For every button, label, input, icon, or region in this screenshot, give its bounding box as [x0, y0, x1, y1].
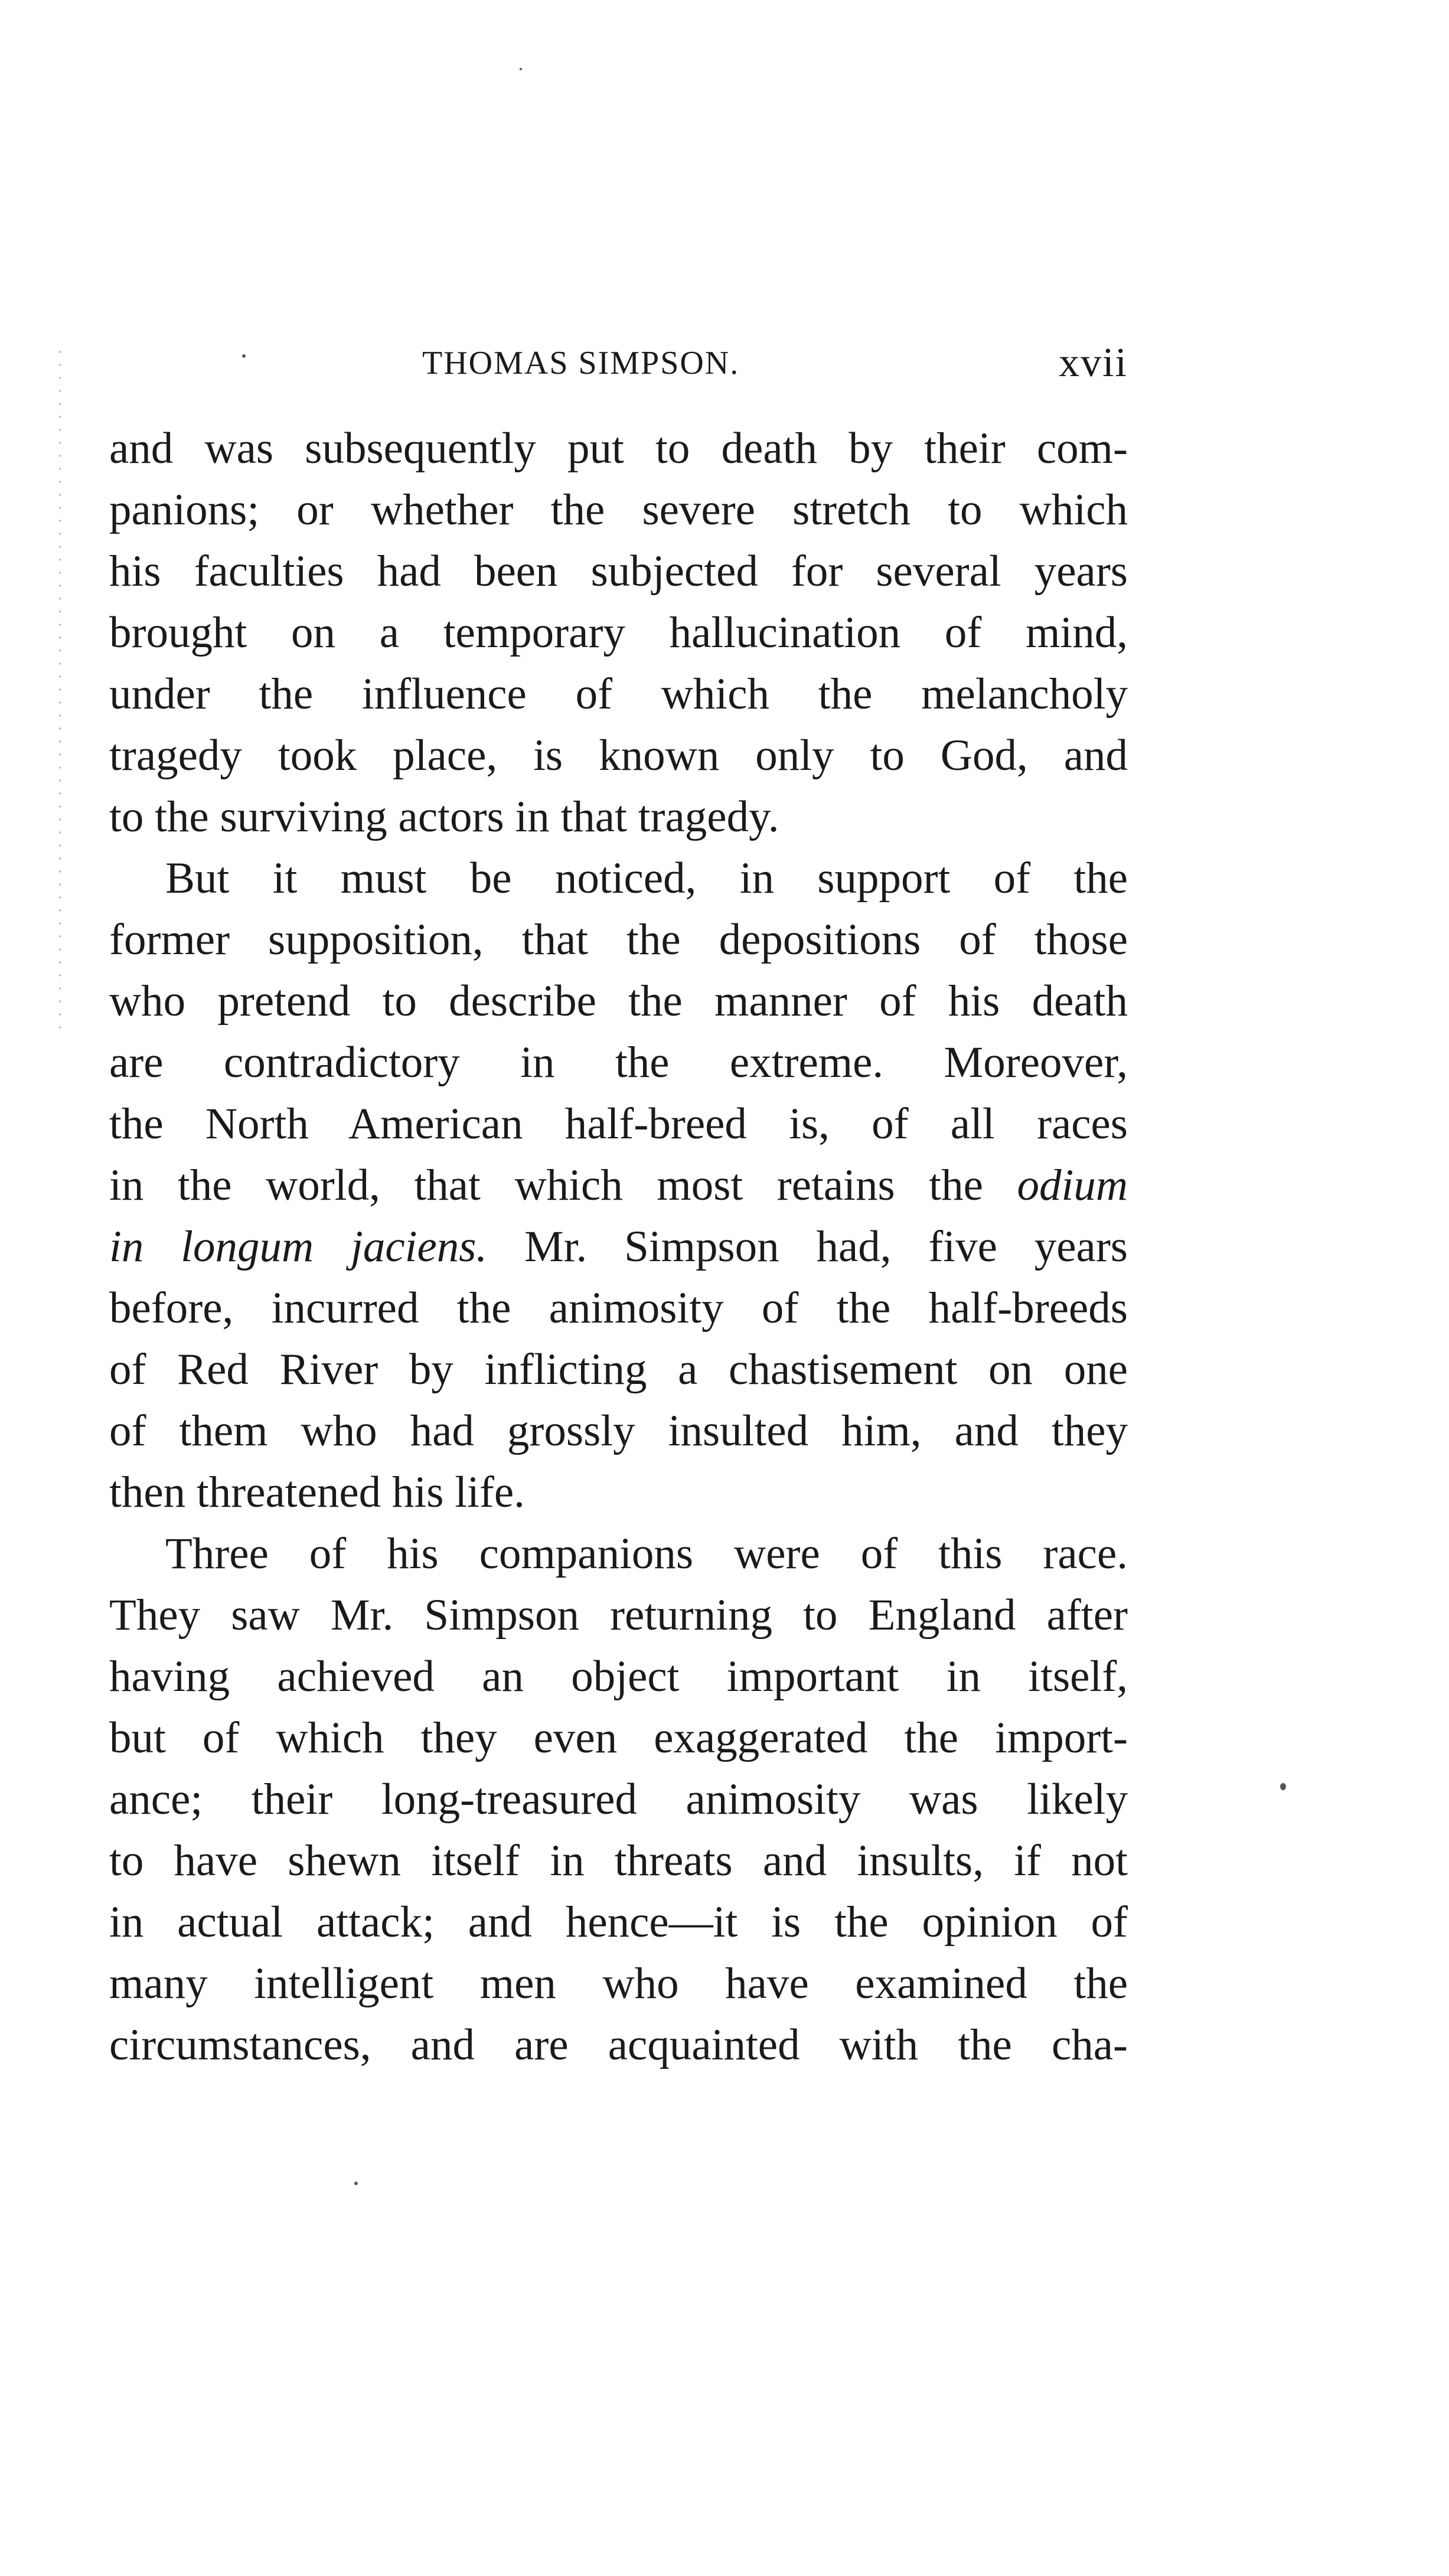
text-line: brought on a temporary hallucination of mind, [109, 608, 1128, 657]
text-line: They saw Mr. Simpson returning to England after [109, 1591, 1128, 1640]
running-head [112, 328, 1128, 386]
text-line-with-italic [109, 1216, 1128, 1278]
text-line: But it must be noticed, in support of the [165, 854, 1128, 903]
text-line: who pretend to describe the manner of his death [109, 977, 1128, 1026]
italic-phrase: in longum jaciens. [109, 1222, 488, 1271]
text-line: many intelligent men who have examined the [109, 1959, 1128, 2008]
running-title: THOMAS SIMPSON. [422, 345, 740, 381]
text-line: to the surviving actors in that tragedy. [109, 792, 779, 841]
text-line: panions; or whether the severe stretch to which [109, 485, 1128, 534]
text-line: but of which they even exaggerated the import- [109, 1713, 1128, 1762]
text-line: having achieved an object important in itself, [109, 1652, 1128, 1701]
text-line: circumstances, and are acquainted with the cha- [109, 2020, 1128, 2069]
page-speck [1280, 1783, 1286, 1790]
text-line: and was subsequently put to death by their com- [109, 424, 1128, 473]
text-segment: Mr. Simpson had, five years [487, 1222, 1128, 1271]
text-line: his faculties had been subjected for several years [109, 547, 1128, 596]
text-line: ance; their long-treasured animosity was likely [109, 1775, 1128, 1824]
text-line: of them who had grossly insulted him, and they [109, 1406, 1128, 1455]
text-line: tragedy took place, is known only to God, and [109, 731, 1128, 780]
text-line: the North American half-breed is, of all races [109, 1099, 1128, 1148]
paragraph-1 [109, 418, 1128, 848]
text-line: of Red River by inflicting a chastisement on one [109, 1345, 1128, 1394]
text-line: are contradictory in the extreme. Moreover, [109, 1038, 1128, 1087]
italic-phrase: odium [1017, 1161, 1128, 1210]
page-speck [520, 68, 522, 70]
paragraph-3 [109, 1523, 1128, 2076]
text-line: then threatened his life. [109, 1468, 525, 1517]
text-line: in actual attack; and hence—it is the opinion of [109, 1898, 1128, 1947]
text-line: to have shewn itself in threats and insults, if not [109, 1836, 1128, 1885]
text-segment: in the world, that which most retains the [109, 1161, 1017, 1210]
page-speck [354, 2182, 358, 2185]
page-number: xvii [1059, 340, 1128, 386]
text-line: before, incurred the animosity of the half-breeds [109, 1284, 1128, 1333]
margin-speckle [56, 345, 64, 1036]
body-text [109, 418, 1128, 2076]
text-line: under the influence of which the melancholy [109, 670, 1128, 719]
text-line-with-italic [109, 1155, 1128, 1216]
paragraph-2 [109, 848, 1128, 1523]
text-line: former supposition, that the depositions of those [109, 915, 1128, 964]
text-line: Three of his companions were of this race. [165, 1529, 1128, 1578]
